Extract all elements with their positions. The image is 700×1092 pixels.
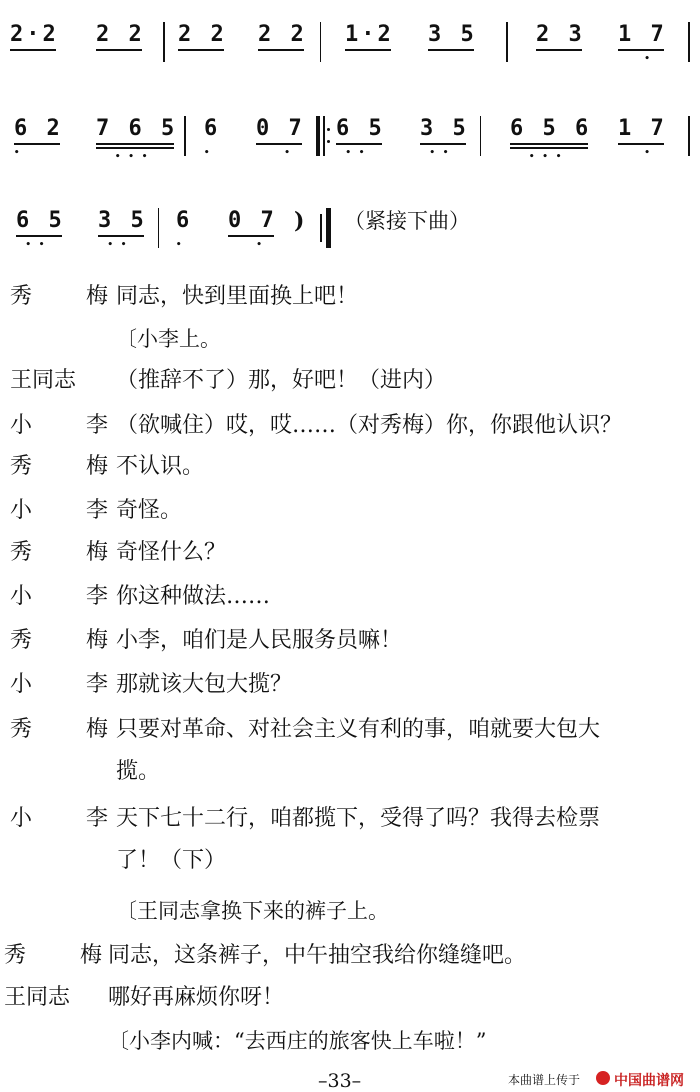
barline (158, 208, 159, 248)
note-group: 6 5 6 ••• (510, 116, 592, 162)
speaker-name: 王同志 (4, 985, 71, 1010)
dialogue-line (0, 670, 700, 710)
dialogue-line (0, 626, 700, 666)
barline (688, 22, 690, 62)
dialogue-line (0, 452, 700, 492)
dialogue-text: 不认识。 (116, 454, 205, 479)
dialogue-text: （推辞不了）那，好吧！（进内） (116, 368, 447, 393)
site-logo[interactable] (596, 1068, 700, 1090)
barline (163, 22, 165, 62)
speaker-name: 小 李 (10, 413, 108, 438)
dialogue-line (0, 538, 700, 578)
dialogue-line (0, 582, 700, 622)
note-group: 2·2 (10, 22, 59, 48)
dialogue-text: 同志，这条裤子，中午抽空我给你缝缝吧。 (108, 943, 527, 968)
speaker-name: 小 李 (10, 806, 108, 831)
page-number: –33– (318, 1070, 362, 1092)
note-group: 2 2 (258, 22, 307, 48)
stage-direction: 〔小李内喊：“去西庄的旅客快上车啦！” (108, 1029, 487, 1053)
speaker-name: 秀 梅 (4, 943, 102, 968)
speaker-name: 小 李 (10, 498, 108, 523)
note-group: 6 • (176, 208, 193, 250)
note-group: 2 2 (96, 22, 145, 48)
dialogue-text-continued: 了！（下） (116, 848, 227, 873)
dialogue-line (0, 282, 700, 322)
speaker-name: 秀 梅 (10, 540, 108, 565)
stage-direction: 〔小李上。 (116, 327, 221, 351)
dialogue-text: 天下七十二行，咱都揽下，受得了吗？我得去检票 (116, 806, 601, 831)
dialogue-line (0, 366, 700, 406)
note-group: 3 5 (428, 22, 477, 48)
dialogue-line (0, 983, 700, 1023)
note-group: 3 5 •• (420, 116, 469, 158)
dialogue-text: 那就该大包大揽？ (116, 672, 293, 697)
dialogue-text: 你这种做法…… (116, 584, 271, 609)
speaker-name: 秀 梅 (10, 284, 108, 309)
dialogue-line (0, 715, 700, 795)
note-group: 0 7 • (228, 208, 277, 250)
logo-icon (596, 1071, 610, 1085)
note-group: 1·2 (345, 22, 394, 48)
stage-direction: 〔王同志拿换下来的裤子上。 (116, 899, 389, 923)
transition-cue: （紧接下曲） (344, 209, 470, 233)
dialogue-text: 奇怪什么？ (116, 540, 227, 565)
dialogue-line (0, 496, 700, 536)
speaker-name: 秀 梅 (10, 628, 108, 653)
note-group: 6 2 • (14, 116, 63, 158)
repeat-sign (316, 116, 330, 156)
speaker-name: 秀 梅 (10, 454, 108, 479)
speaker-name: 秀 梅 (10, 717, 108, 742)
dialogue-text: 小李，咱们是人民服务员嘛！ (116, 628, 403, 653)
note-group: 0 7 • (256, 116, 305, 158)
note-group: 6 5 •• (336, 116, 385, 158)
note-group: 1 7 • (618, 22, 667, 64)
note-group: 2 3 (536, 22, 585, 48)
score-line-1 (0, 22, 700, 82)
note-group: 3 5 •• (98, 208, 147, 250)
dialogue-line (0, 411, 700, 451)
end-barline (320, 208, 332, 248)
note-group: 6 5 •• (16, 208, 65, 250)
speaker-name: 小 李 (10, 672, 108, 697)
speaker-name: 王同志 (10, 368, 77, 393)
dialogue-line (0, 941, 700, 981)
speaker-name: 小 李 (10, 584, 108, 609)
close-paren: ) (294, 208, 305, 234)
note-group: 1 7 • (618, 116, 667, 158)
dialogue-text: 同志，快到里面换上吧！ (116, 284, 359, 309)
upload-note: 本曲谱上传于 (508, 1073, 581, 1087)
dialogue-line (0, 804, 700, 884)
barline (506, 22, 508, 62)
dialogue-text-continued: 揽。 (116, 759, 161, 784)
barline (688, 116, 690, 156)
site-logo-text: 中国曲谱网 (614, 1073, 684, 1089)
barline (480, 116, 481, 156)
barline (184, 116, 186, 156)
note-group: 2 2 (178, 22, 227, 48)
note-group: 7 6 5 ••• (96, 116, 178, 162)
dialogue-text: （欲喊住）哎，哎……（对秀梅）你，你跟他认识？ (116, 413, 623, 438)
note-group: 6 • (204, 116, 221, 158)
score-line-3 (0, 208, 700, 268)
dialogue-text: 只要对革命、对社会主义有利的事，咱就要大包大 (116, 717, 601, 742)
score-line-2 (0, 116, 700, 176)
barline (320, 22, 321, 62)
dialogue-text: 哪好再麻烦你呀！ (108, 985, 285, 1010)
dialogue-text: 奇怪。 (116, 498, 183, 523)
